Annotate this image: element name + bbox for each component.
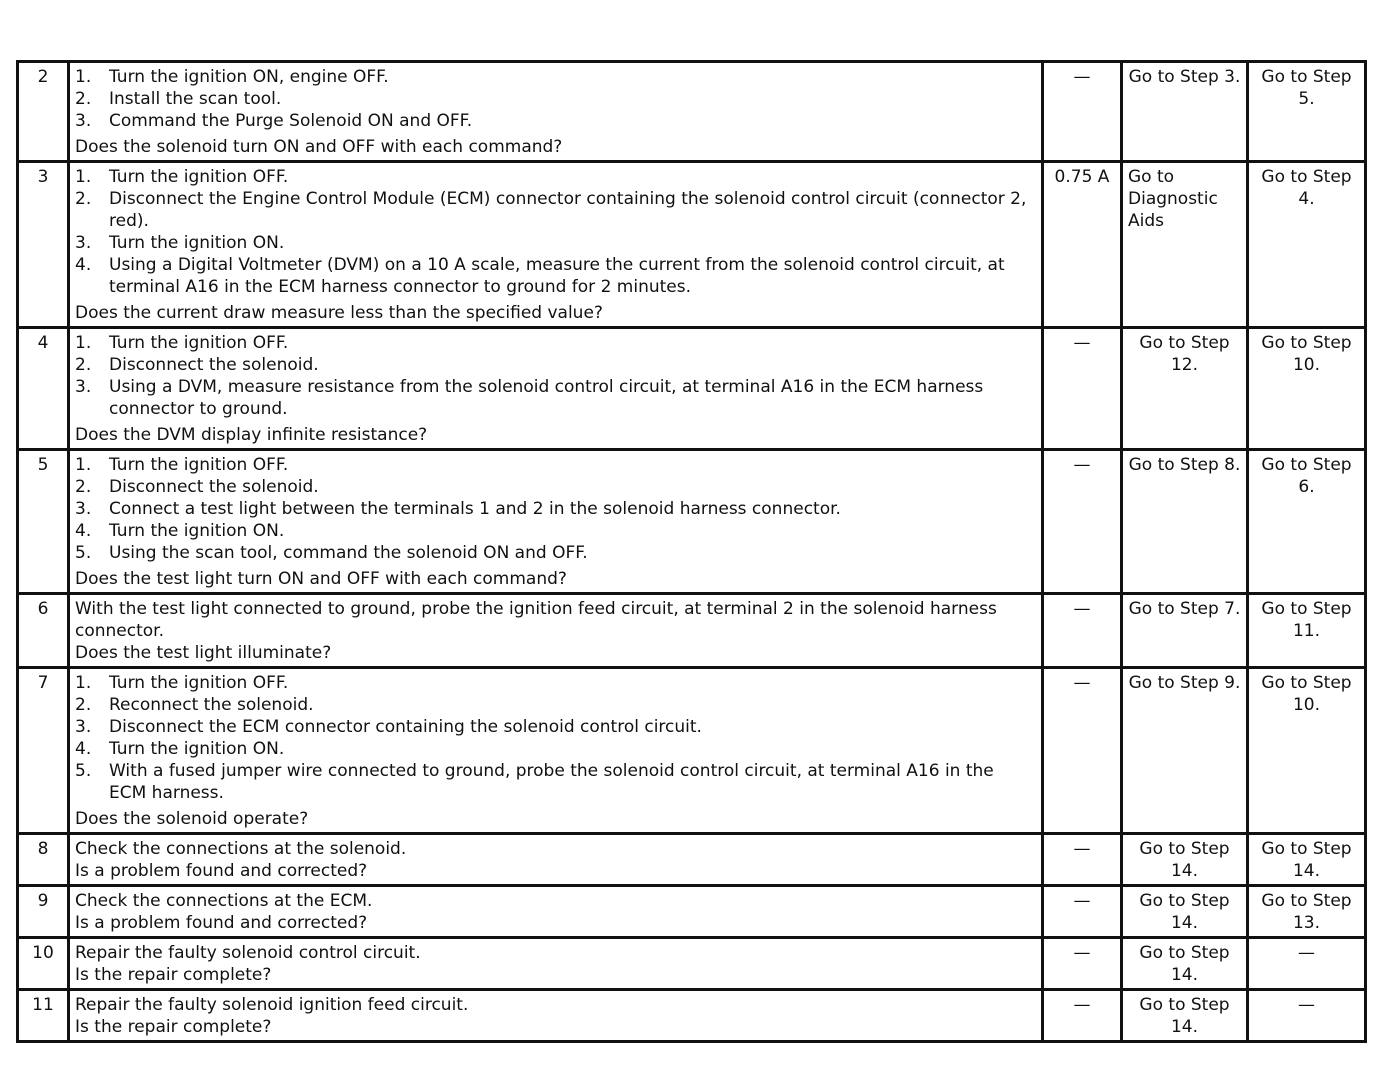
list-item-text: With a fused jumper wire connected to ground, probe the solenoid control circuit, at terminal A16 in the ECM harness. (109, 761, 994, 803)
value-cell: — (1043, 62, 1122, 162)
list-item (75, 760, 1036, 804)
yes-cell: Go to Step 14. (1122, 886, 1248, 938)
list-item-text: Disconnect the solenoid. (109, 355, 319, 375)
step-number: 2 (18, 62, 69, 162)
list-item (75, 188, 1036, 232)
step-number: 8 (18, 834, 69, 886)
list-item-number: 1. (75, 167, 92, 187)
step-number: 11 (18, 990, 69, 1042)
list-item-number: 3. (75, 111, 92, 131)
yes-cell: Go to Step 3. (1122, 62, 1248, 162)
table-row (18, 594, 1366, 668)
yes-cell: Go to Step 9. (1122, 668, 1248, 834)
action-cell (69, 990, 1043, 1042)
table-row (18, 668, 1366, 834)
list-item-text: Connect a test light between the terminals 1 and 2 in the solenoid harness connector. (109, 499, 841, 519)
action-text: Repair the faulty solenoid control circuit. (75, 943, 421, 963)
step-number: 6 (18, 594, 69, 668)
action-list (75, 166, 1036, 298)
no-cell: Go to Step 11. (1248, 594, 1366, 668)
action-list (75, 66, 1036, 132)
yes-cell: Go to Diagnostic Aids (1122, 162, 1248, 328)
action-cell (69, 886, 1043, 938)
list-item (75, 454, 1036, 476)
value-cell: — (1043, 990, 1122, 1042)
table-row (18, 886, 1366, 938)
value-cell: — (1043, 834, 1122, 886)
list-item-number: 1. (75, 455, 92, 475)
step-number: 5 (18, 450, 69, 594)
action-cell (69, 938, 1043, 990)
no-cell: Go to Step 5. (1248, 62, 1366, 162)
list-item-text: Disconnect the solenoid. (109, 477, 319, 497)
yes-cell: Go to Step 14. (1122, 834, 1248, 886)
yes-cell: Go to Step 14. (1122, 990, 1248, 1042)
value-cell: — (1043, 450, 1122, 594)
yes-cell: Go to Step 7. (1122, 594, 1248, 668)
list-item (75, 498, 1036, 520)
list-item-text: Using the scan tool, command the solenoid ON and OFF. (109, 543, 588, 563)
list-item-text: Turn the ignition OFF. (109, 673, 289, 693)
action-list (75, 332, 1036, 420)
action-cell (69, 668, 1043, 834)
list-item (75, 332, 1036, 354)
action-cell (69, 450, 1043, 594)
list-item (75, 716, 1036, 738)
action-cell (69, 834, 1043, 886)
no-cell: Go to Step 10. (1248, 328, 1366, 450)
list-item (75, 694, 1036, 716)
question-text: Is the repair complete? (75, 1017, 272, 1037)
table-row (18, 834, 1366, 886)
list-item-text: Reconnect the solenoid. (109, 695, 314, 715)
action-list (75, 672, 1036, 804)
list-item (75, 88, 1036, 110)
question-text: Does the solenoid operate? (75, 809, 309, 829)
list-item-number: 4. (75, 255, 92, 275)
table-row (18, 938, 1366, 990)
list-item (75, 672, 1036, 694)
action-text: With the test light connected to ground, probe the ignition feed circuit, at terminal 2 in the solenoid harness connector. (75, 599, 997, 641)
list-item-number: 5. (75, 761, 92, 781)
list-item (75, 738, 1036, 760)
question-text: Is a problem found and corrected? (75, 861, 368, 881)
list-item-text: Install the scan tool. (109, 89, 282, 109)
list-item-number: 2. (75, 477, 92, 497)
action-cell (69, 162, 1043, 328)
list-item-text: Command the Purge Solenoid ON and OFF. (109, 111, 473, 131)
no-cell: — (1248, 990, 1366, 1042)
action-text: Check the connections at the solenoid. (75, 839, 407, 859)
list-item-number: 3. (75, 717, 92, 737)
question-text: Does the DVM display infinite resistance? (75, 425, 428, 445)
step-number: 7 (18, 668, 69, 834)
no-cell: Go to Step 13. (1248, 886, 1366, 938)
question-text: Does the test light turn ON and OFF with each command? (75, 569, 567, 589)
list-item (75, 476, 1036, 498)
yes-cell: Go to Step 12. (1122, 328, 1248, 450)
list-item (75, 232, 1036, 254)
action-text: Check the connections at the ECM. (75, 891, 373, 911)
question-text: Does the solenoid turn ON and OFF with each command? (75, 137, 563, 157)
list-item (75, 520, 1036, 542)
list-item-number: 3. (75, 233, 92, 253)
list-item-text: Using a DVM, measure resistance from the solenoid control circuit, at terminal A16 in the ECM harness connector to ground. (109, 377, 984, 419)
step-number: 10 (18, 938, 69, 990)
list-item-text: Turn the ignition OFF. (109, 455, 289, 475)
list-item-text: Turn the ignition ON. (109, 521, 285, 541)
list-item-number: 1. (75, 673, 92, 693)
no-cell: Go to Step 6. (1248, 450, 1366, 594)
no-cell: — (1248, 938, 1366, 990)
list-item (75, 110, 1036, 132)
list-item-text: Turn the ignition ON. (109, 739, 285, 759)
table-row (18, 162, 1366, 328)
list-item-text: Using a Digital Voltmeter (DVM) on a 10 A scale, measure the current from the solenoid control circuit, at terminal A16 in the ECM harness connector to ground for 2 minutes. (109, 255, 1005, 297)
value-cell: — (1043, 594, 1122, 668)
yes-cell: Go to Step 14. (1122, 938, 1248, 990)
list-item-text: Disconnect the ECM connector containing the solenoid control circuit. (109, 717, 702, 737)
list-item-number: 4. (75, 521, 92, 541)
step-number: 4 (18, 328, 69, 450)
list-item-number: 1. (75, 333, 92, 353)
action-list (75, 454, 1036, 564)
question-text: Is a problem found and corrected? (75, 913, 368, 933)
diagnostic-table (16, 60, 1367, 1043)
value-cell: 0.75 A (1043, 162, 1122, 328)
list-item-number: 3. (75, 499, 92, 519)
table-row (18, 328, 1366, 450)
table-row (18, 62, 1366, 162)
question-text: Does the current draw measure less than the specified value? (75, 303, 603, 323)
list-item (75, 376, 1036, 420)
no-cell: Go to Step 4. (1248, 162, 1366, 328)
list-item-number: 2. (75, 189, 92, 209)
list-item-number: 2. (75, 695, 92, 715)
diagnostic-table-body (18, 62, 1366, 1042)
table-row (18, 450, 1366, 594)
list-item (75, 166, 1036, 188)
value-cell: — (1043, 886, 1122, 938)
list-item-number: 4. (75, 739, 92, 759)
step-number: 3 (18, 162, 69, 328)
list-item-number: 2. (75, 355, 92, 375)
yes-cell: Go to Step 8. (1122, 450, 1248, 594)
list-item-text: Disconnect the Engine Control Module (ECM) connector containing the solenoid control circuit (connector 2, red). (109, 189, 1027, 231)
list-item (75, 354, 1036, 376)
action-cell (69, 328, 1043, 450)
list-item-text: Turn the ignition OFF. (109, 333, 289, 353)
list-item (75, 542, 1036, 564)
list-item-number: 3. (75, 377, 92, 397)
value-cell: — (1043, 938, 1122, 990)
table-row (18, 990, 1366, 1042)
question-text: Is the repair complete? (75, 965, 272, 985)
no-cell: Go to Step 10. (1248, 668, 1366, 834)
step-number: 9 (18, 886, 69, 938)
list-item (75, 254, 1036, 298)
value-cell: — (1043, 668, 1122, 834)
action-cell (69, 594, 1043, 668)
list-item-text: Turn the ignition OFF. (109, 167, 289, 187)
list-item-number: 5. (75, 543, 92, 563)
list-item-text: Turn the ignition ON, engine OFF. (109, 67, 389, 87)
list-item-number: 1. (75, 67, 92, 87)
value-cell: — (1043, 328, 1122, 450)
no-cell: Go to Step 14. (1248, 834, 1366, 886)
list-item-text: Turn the ignition ON. (109, 233, 285, 253)
action-text: Repair the faulty solenoid ignition feed circuit. (75, 995, 469, 1015)
action-cell (69, 62, 1043, 162)
question-text: Does the test light illuminate? (75, 643, 332, 663)
list-item (75, 66, 1036, 88)
list-item-number: 2. (75, 89, 92, 109)
